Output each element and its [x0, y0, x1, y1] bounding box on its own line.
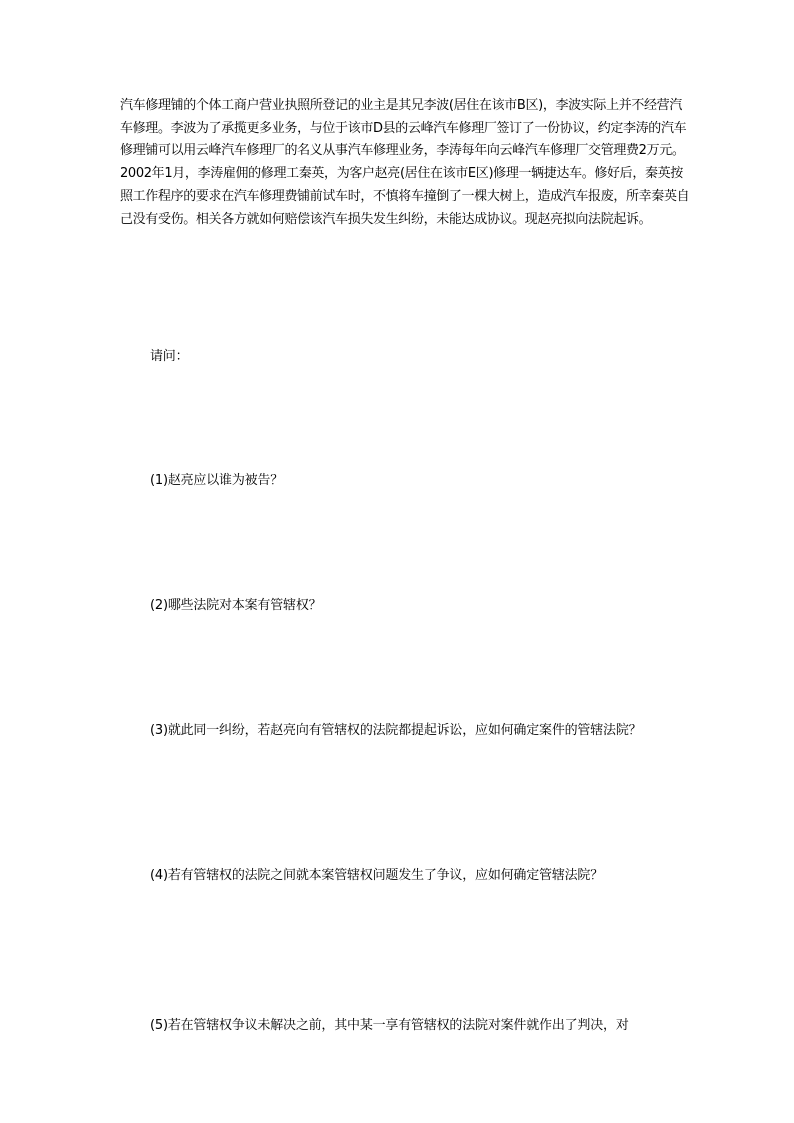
question-intro: 请问：: [150, 349, 189, 364]
question-3: (3)就此同一纠纷，若赵亮向有管辖权的法院都提起诉讼，应如何确定案件的管辖法院？: [150, 723, 642, 738]
question-2: (2)哪些法院对本案有管辖权？: [150, 598, 322, 613]
question-1: (1)赵亮应以谁为被告？: [150, 473, 284, 488]
question-4: (4)若有管辖权的法院之间就本案管辖权问题发生了争议，应如何确定管辖法院？: [150, 868, 604, 883]
case-description-paragraph: 汽车修理铺的个体工商户营业执照所登记的业主是其兄李波(居住在该市B区)，李波实际上并不经营汽车修理。李波为了承揽更多业务，与位于该市D县的云峰汽车修理厂签订了一份协议，约定李涛的汽车修理铺可以用云峰汽车修理厂的名义从事汽车修理业务，李涛每年向云峰汽车修理厂交管理费2万元。2002年1月，李涛雇佣的修理工秦英，为客户赵亮(居住在该市E区)修理一辆捷达车。修好后，秦英按照工作程序的要求在汽车修理费铺前试车时，不慎将车撞倒了一棵大树上，造成汽车报废，所幸秦英自己没有受伤。相关各方就如何赔偿该汽车损失发生纠纷，未能达成协议。现赵亮拟向法院起诉。: [120, 98, 690, 227]
question-5: (5)若在管辖权争议未解决之前，其中某一享有管辖权的法院对案件就作出了判决，对: [150, 1018, 629, 1033]
